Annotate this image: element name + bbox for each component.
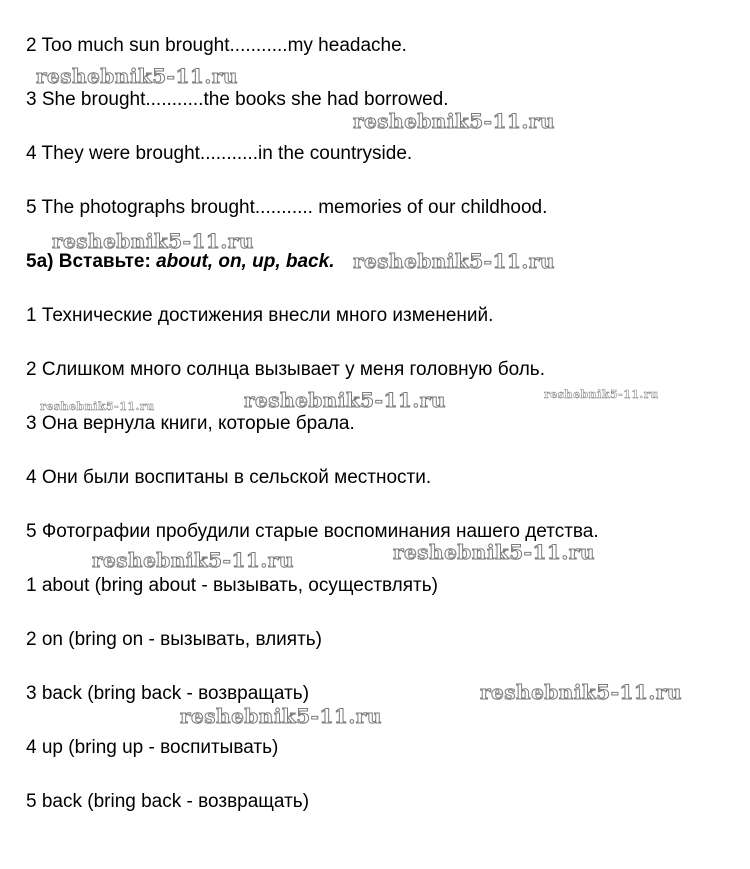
answer-1: 1 about (bring about - вызывать, осуществлять) <box>26 575 438 596</box>
watermark: reshebnik5-11.ru <box>544 388 659 401</box>
sentence-3: 3 She brought...........the books she had borrowed. <box>26 89 449 110</box>
watermark: reshebnik5-11.ru <box>180 704 382 728</box>
watermark: reshebnik5-11.ru <box>52 229 254 253</box>
translation-2: 2 Слишком много солнца вызывает у меня головную боль. <box>26 359 545 380</box>
exercise-heading-words: about, on, up, back. <box>156 251 335 272</box>
sentence-2: 2 Too much sun brought...........my headache. <box>26 35 407 56</box>
watermark: reshebnik5-11.ru <box>353 249 555 273</box>
watermark: reshebnik5-11.ru <box>393 540 595 564</box>
answer-2: 2 on (bring on - вызывать, влиять) <box>26 629 323 650</box>
answer-4: 4 up (bring up - воспитывать) <box>26 737 279 758</box>
exercise-heading-prefix: 5а) Вставьте: <box>26 251 157 272</box>
translation-5: 5 Фотографии пробудили старые воспоминания нашего детства. <box>26 521 599 542</box>
watermark: reshebnik5-11.ru <box>40 400 155 413</box>
answer-5: 5 back (bring back - возвращать) <box>26 791 310 812</box>
answer-3: 3 back (bring back - возвращать) <box>26 683 310 704</box>
translation-3: 3 Она вернула книги, которые брала. <box>26 413 355 434</box>
sentence-5: 5 The photographs brought........... memories of our childhood. <box>26 197 548 218</box>
watermark: reshebnik5-11.ru <box>36 64 238 88</box>
translation-4: 4 Они были воспитаны в сельской местности. <box>26 467 432 488</box>
watermark: reshebnik5-11.ru <box>244 388 446 412</box>
sentence-4: 4 They were brought...........in the countryside. <box>26 143 413 164</box>
watermark: reshebnik5-11.ru <box>353 109 555 133</box>
translation-1: 1 Технические достижения внесли много изменений. <box>26 305 494 326</box>
watermark: reshebnik5-11.ru <box>480 680 682 704</box>
exercise-heading <box>26 251 334 273</box>
watermark: reshebnik5-11.ru <box>92 548 294 572</box>
